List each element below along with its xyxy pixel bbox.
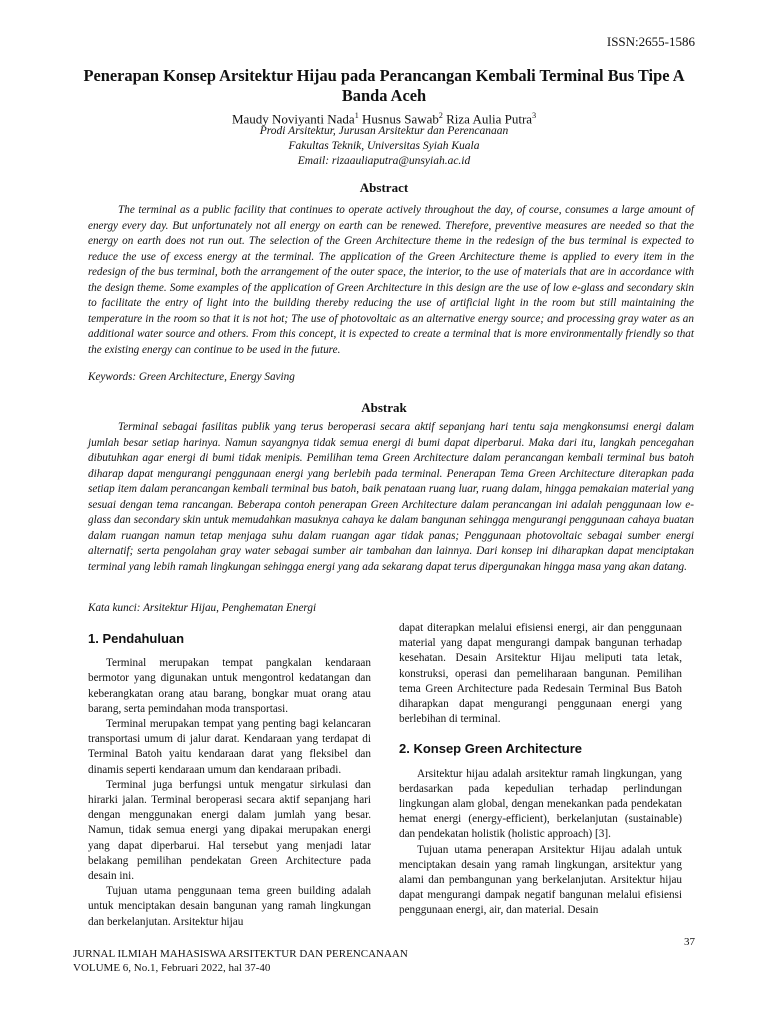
abstract-text: The terminal as a public facility that continues to operate actively throughout the day, of course, consumes a large amount of energy every day. But unfortunately not all energy on earth can be renewed. Therefore, preventive measures are needed so that the energy on earth does not run out. The selection of the Green Architecture theme in the redesign of the bus terminal is expected to reduce the use of excess energy at the terminal. The application of the Green Architecture theme is applied to every item in the redesign of the bus terminal, both the arrangement of the outer space, the interior, to the use of materials that are in accordance with the design theme. Some examples of the application of Green Architecture in this design are the use of low e-glass and secondary skin to facilitate the entry of light into the building thereby reducing the use of artificial light in the room but still maintaining the temperature in the room so that it is not hot; The use of photovoltaic as an alternative energy source; and processing gray water as an additional water source and others. From this concept, it is expected to create a terminal that is more environmentally friendly so that the existing energy can continue to be used in the future.	[88, 204, 694, 356]
paragraph: Terminal merupakan tempat yang penting bagi kelancaran transportasi umum di jalur darat. Kendaraan yang terdapat di Terminal Batoh yaitu kendaraan darat yang fleksibel dan dinamis seperti kendaraan umum dan kendaraan pribadi.	[88, 718, 371, 776]
author-affiliation-mark: 2	[438, 111, 443, 120]
affiliation-program: Prodi Arsitektur, Jurusan Arsitektur dan Perencanaan	[259, 125, 509, 137]
author-affiliation-mark: 3	[532, 111, 537, 120]
contact-email: Email: rizaauliaputra@unsyiah.ac.id	[297, 155, 471, 167]
issn-label: ISSN:2655-1586	[606, 34, 695, 49]
paragraph: Terminal juga berfungsi untuk mengatur sirkulasi dan hirarki jalan. Terminal beroperasi secara aktif sepanjang hari dengan menggunakan energi dalam jumlah yang besar. Namun, tidak semua energi yang dipakai merupakan energi yang dapat diperbarui. Hal tersebut yang menjadi latar belakang pemilihan pendekatan Green Architecture pada desain ini.	[88, 778, 371, 883]
paragraph: Tujuan utama penerapan Arsitektur Hijau adalah untuk menciptakan desain yang ramah lingkungan, arsitektur yang alami dan pembangunan yang berkelanjutan. Arsitektur hijau dapat mengurangi dampak negatif bangunan melalui efisiensi penggunaan energi, air, dan material. Desain	[399, 843, 682, 917]
author-affiliation-mark: 1	[354, 111, 359, 120]
affiliation-faculty: Fakultas Teknik, Universitas Syiah Kuala	[288, 140, 480, 152]
page-number: 37	[684, 936, 695, 948]
paragraph-continuation: dapat diterapkan melalui efisiensi energi, air dan penggunaan material yang dapat mengurangi dampak bangunan terhadap kesehatan. Desain Arsitektur Hijau meliputi tata letak, konstruksi, operasi dan pemeliharaan bangunan. Pemilihan tema Green Architecture pada Redesain Terminal Bus Batoh diharapkan dapat mengurangi penggunaan energi yang berlebihan di terminal.	[399, 622, 682, 726]
abstract-heading: Abstract	[359, 180, 409, 195]
abstrak-heading: Abstrak	[361, 400, 407, 415]
author-name: Husnus Sawab	[361, 111, 439, 127]
abstrak-text: Terminal sebagai fasilitas publik yang terus beroperasi secara aktif sepanjang hari tentu saja mengkonsumsi energi dalam jumlah besar setiap harinya. Namun sayangnya tidak semua energi di bumi dapat diperbarui. Maka dari itu, langkah pencegahan dibutuhkan agar energi di bumi tidak menipis. Pemilihan tema Green Architecture dalam perancangan kembali terminal bus batoh diharap dapat mengurangi penggunaan energi yang berlebih pada terminal. Penerapan Tema Green Architecture diterapkan pada setiap item dalam perancangan kembali terminal bus batoh, baik penataan ruang luar, ruang dalam, hingga pemakaian material yang sesuai dengan tema rancangan. Beberapa contoh penerapan Green Architecture dalam perancangan ini adalah penggunaan low e-glass dan secondary skin untuk memudahkan masuknya cahaya ke dalam bangunan sehingga mengurangi penggunaan cahaya buatan dalam ruangan namun tetap menjaga suhu dalam ruangan agar tidak panas; Penggunaan photovoltaic sebagai sumber energi alternatif; serta pengolahan gray water sebagai sumber air tambahan dan lainnya. Dari konsep ini diharapkan dapat menciptakan terminal yang lebih ramah lingkungan sehingga energi yang ada sekarang dapat terus dipergunakan hingga masa yang akan datang.	[88, 421, 694, 573]
journal-volume: VOLUME 6, No.1, Februari 2022, hal 37-40	[73, 962, 271, 974]
author-name: Riza Aulia Putra	[446, 111, 533, 127]
paragraph: Terminal merupakan tempat pangkalan kendaraan bermotor yang digunakan untuk mengontrol kedatangan dan keberangkatan orang atau barang, bongkar muat orang atau barang, serta pemindahan moda transportasi.	[88, 657, 371, 715]
paper-title: Penerapan Konsep Arsitektur Hijau pada Perancangan Kembali Terminal Bus Tipe A Banda Aceh	[83, 66, 685, 105]
paragraph: Tujuan utama penggunaan tema green building adalah untuk menciptakan desain bangunan yang ramah lingkungan dan berkelanjutan. Arsitektur hijau	[88, 885, 371, 928]
paragraph: Arsitektur hijau adalah arsitektur ramah lingkungan, yang berdasarkan pada kepedulian terhadap perlindungan lingkungan alam global, dengan menekankan pada pendekatan hemat energi (energy-efficient), berkelanjutan (sustainable) dan pendekatan holistik (holistic approach) [3].	[399, 767, 682, 841]
section-heading-pendahuluan: 1. Pendahuluan	[88, 631, 185, 646]
footer	[73, 947, 408, 975]
author-name: Maudy Noviyanti Nada	[231, 111, 355, 127]
section-heading-konsep: 2. Konsep Green Architecture	[399, 741, 583, 757]
journal-name: JURNAL ILMIAH MAHASISWA ARSITEKTUR DAN PERENCANAAN	[73, 948, 408, 960]
left-column	[88, 631, 371, 930]
kata-kunci: Kata kunci: Arsitektur Hijau, Penghematan Energi	[88, 602, 317, 614]
keywords: Keywords: Green Architecture, Energy Saving	[88, 371, 295, 383]
right-column	[399, 621, 682, 919]
